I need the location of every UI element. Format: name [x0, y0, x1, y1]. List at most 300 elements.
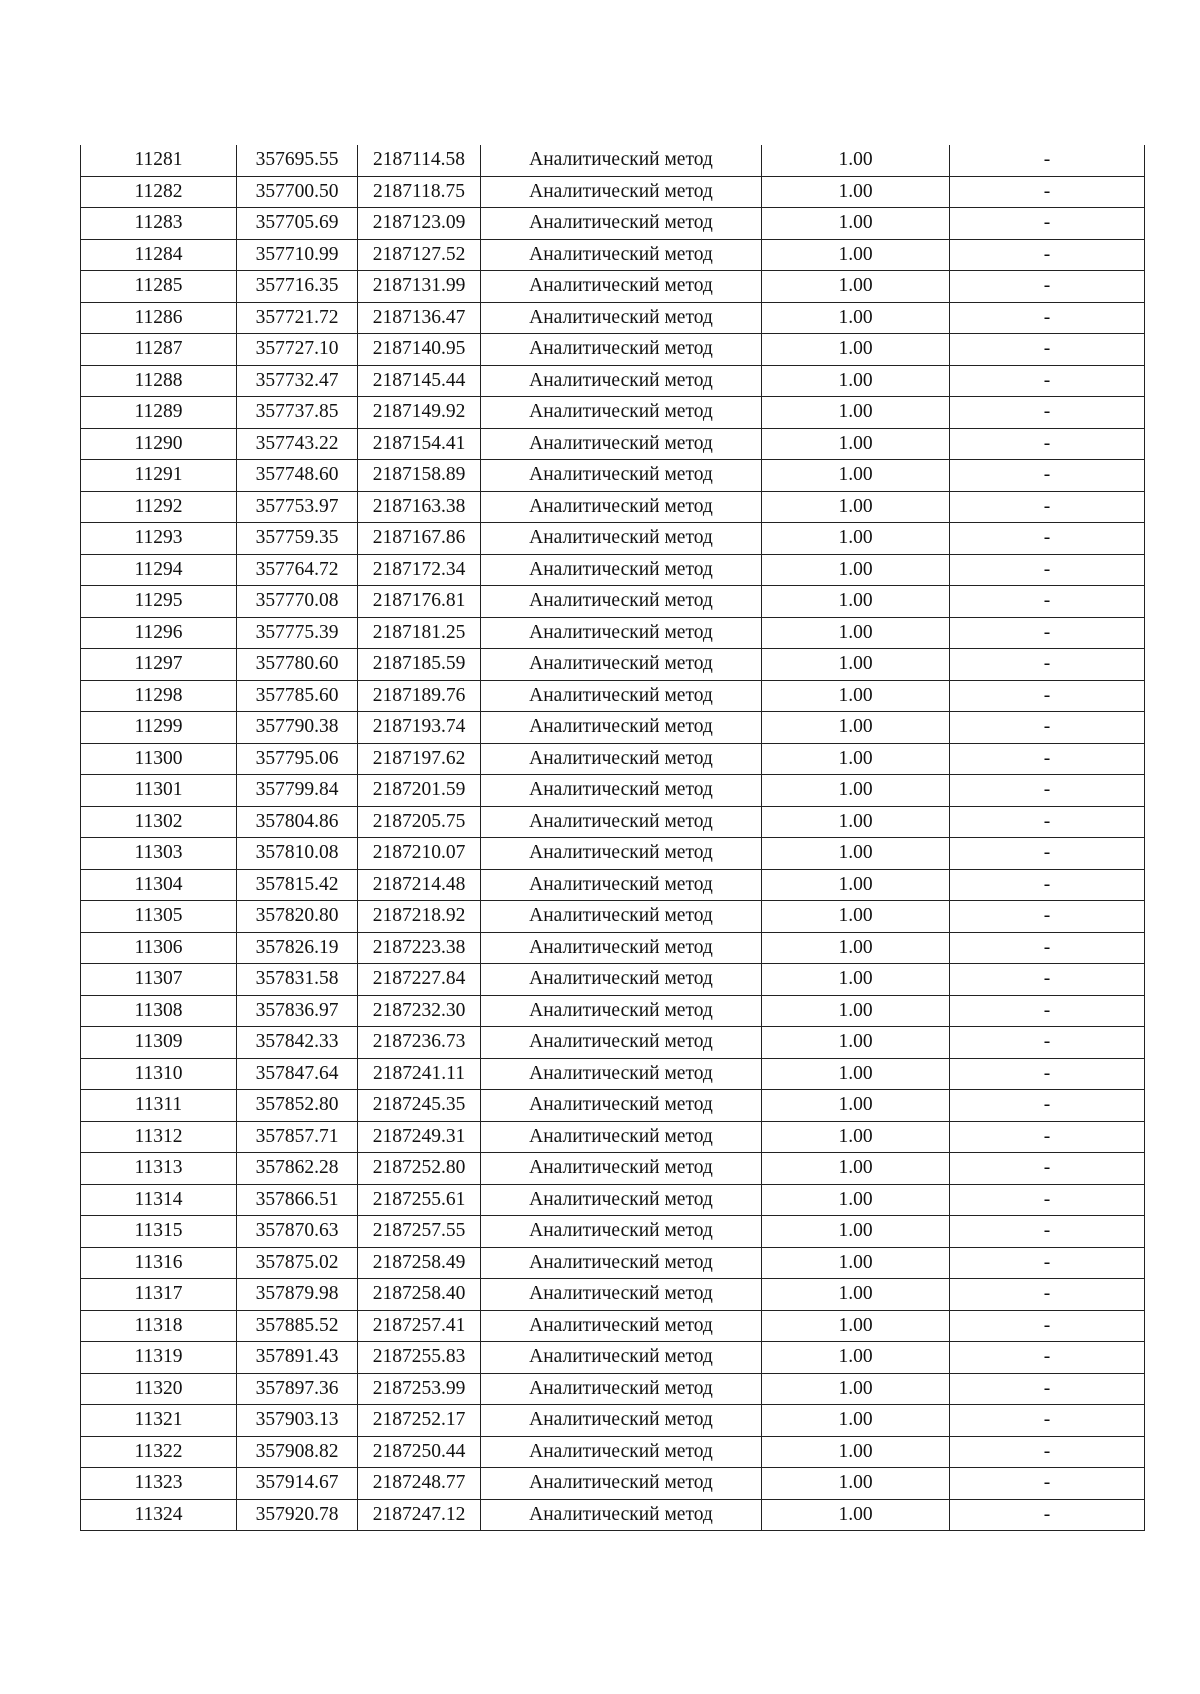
x-coordinate-cell: 357857.71: [237, 1121, 358, 1153]
y-coordinate-cell: 2187201.59: [358, 775, 481, 807]
method-cell: Аналитический метод: [481, 1436, 762, 1468]
method-cell: Аналитический метод: [481, 1310, 762, 1342]
note-cell: -: [950, 460, 1145, 492]
method-cell: Аналитический метод: [481, 1499, 762, 1531]
x-coordinate-cell: 357836.97: [237, 995, 358, 1027]
point-number-cell: 11292: [81, 491, 237, 523]
table-row: [81, 1342, 1145, 1374]
accuracy-cell: 1.00: [762, 523, 950, 555]
y-coordinate-cell: 2187205.75: [358, 806, 481, 838]
method-cell: Аналитический метод: [481, 712, 762, 744]
method-cell: Аналитический метод: [481, 1058, 762, 1090]
method-cell: Аналитический метод: [481, 1247, 762, 1279]
y-coordinate-cell: 2187258.49: [358, 1247, 481, 1279]
point-number-cell: 11320: [81, 1373, 237, 1405]
note-cell: -: [950, 1279, 1145, 1311]
note-cell: -: [950, 239, 1145, 271]
y-coordinate-cell: 2187210.07: [358, 838, 481, 870]
method-cell: Аналитический метод: [481, 491, 762, 523]
note-cell: -: [950, 554, 1145, 586]
y-coordinate-cell: 2187248.77: [358, 1468, 481, 1500]
x-coordinate-cell: 357920.78: [237, 1499, 358, 1531]
accuracy-cell: 1.00: [762, 1373, 950, 1405]
point-number-cell: 11302: [81, 806, 237, 838]
method-cell: Аналитический метод: [481, 932, 762, 964]
accuracy-cell: 1.00: [762, 1090, 950, 1122]
note-cell: -: [950, 1468, 1145, 1500]
y-coordinate-cell: 2187258.40: [358, 1279, 481, 1311]
accuracy-cell: 1.00: [762, 932, 950, 964]
accuracy-cell: 1.00: [762, 271, 950, 303]
method-cell: Аналитический метод: [481, 586, 762, 618]
table-row: [81, 712, 1145, 744]
x-coordinate-cell: 357897.36: [237, 1373, 358, 1405]
x-coordinate-cell: 357862.28: [237, 1153, 358, 1185]
method-cell: Аналитический метод: [481, 239, 762, 271]
table-row: [81, 145, 1145, 176]
y-coordinate-cell: 2187197.62: [358, 743, 481, 775]
accuracy-cell: 1.00: [762, 1310, 950, 1342]
method-cell: Аналитический метод: [481, 428, 762, 460]
accuracy-cell: 1.00: [762, 1121, 950, 1153]
accuracy-cell: 1.00: [762, 1342, 950, 1374]
table-row: [81, 1279, 1145, 1311]
table-row: [81, 1216, 1145, 1248]
point-number-cell: 11283: [81, 208, 237, 240]
x-coordinate-cell: 357753.97: [237, 491, 358, 523]
method-cell: Аналитический метод: [481, 302, 762, 334]
y-coordinate-cell: 2187227.84: [358, 964, 481, 996]
method-cell: Аналитический метод: [481, 869, 762, 901]
point-number-cell: 11282: [81, 176, 237, 208]
y-coordinate-cell: 2187140.95: [358, 334, 481, 366]
point-number-cell: 11301: [81, 775, 237, 807]
note-cell: -: [950, 1373, 1145, 1405]
point-number-cell: 11308: [81, 995, 237, 1027]
accuracy-cell: 1.00: [762, 869, 950, 901]
method-cell: Аналитический метод: [481, 617, 762, 649]
table-row: [81, 1499, 1145, 1531]
method-cell: Аналитический метод: [481, 806, 762, 838]
accuracy-cell: 1.00: [762, 1436, 950, 1468]
table-row: [81, 806, 1145, 838]
accuracy-cell: 1.00: [762, 1405, 950, 1437]
method-cell: Аналитический метод: [481, 1468, 762, 1500]
accuracy-cell: 1.00: [762, 712, 950, 744]
accuracy-cell: 1.00: [762, 334, 950, 366]
method-cell: Аналитический метод: [481, 1184, 762, 1216]
x-coordinate-cell: 357831.58: [237, 964, 358, 996]
accuracy-cell: 1.00: [762, 1153, 950, 1185]
x-coordinate-cell: 357710.99: [237, 239, 358, 271]
note-cell: -: [950, 1247, 1145, 1279]
accuracy-cell: 1.00: [762, 397, 950, 429]
table-row: [81, 523, 1145, 555]
y-coordinate-cell: 2187249.31: [358, 1121, 481, 1153]
method-cell: Аналитический метод: [481, 334, 762, 366]
y-coordinate-cell: 2187123.09: [358, 208, 481, 240]
x-coordinate-cell: 357743.22: [237, 428, 358, 460]
x-coordinate-cell: 357727.10: [237, 334, 358, 366]
note-cell: -: [950, 1405, 1145, 1437]
accuracy-cell: 1.00: [762, 176, 950, 208]
x-coordinate-cell: 357903.13: [237, 1405, 358, 1437]
point-number-cell: 11298: [81, 680, 237, 712]
point-number-cell: 11317: [81, 1279, 237, 1311]
x-coordinate-cell: 357866.51: [237, 1184, 358, 1216]
x-coordinate-cell: 357842.33: [237, 1027, 358, 1059]
note-cell: -: [950, 208, 1145, 240]
method-cell: Аналитический метод: [481, 649, 762, 681]
x-coordinate-cell: 357799.84: [237, 775, 358, 807]
note-cell: -: [950, 901, 1145, 933]
note-cell: -: [950, 145, 1145, 176]
table-row: [81, 869, 1145, 901]
note-cell: -: [950, 743, 1145, 775]
point-number-cell: 11312: [81, 1121, 237, 1153]
table-row: [81, 964, 1145, 996]
method-cell: Аналитический метод: [481, 145, 762, 176]
note-cell: -: [950, 365, 1145, 397]
y-coordinate-cell: 2187127.52: [358, 239, 481, 271]
x-coordinate-cell: 357885.52: [237, 1310, 358, 1342]
note-cell: -: [950, 1342, 1145, 1374]
y-coordinate-cell: 2187218.92: [358, 901, 481, 933]
y-coordinate-cell: 2187167.86: [358, 523, 481, 555]
point-number-cell: 11316: [81, 1247, 237, 1279]
note-cell: -: [950, 1058, 1145, 1090]
x-coordinate-cell: 357785.60: [237, 680, 358, 712]
table-row: [81, 1153, 1145, 1185]
point-number-cell: 11306: [81, 932, 237, 964]
note-cell: -: [950, 334, 1145, 366]
note-cell: -: [950, 428, 1145, 460]
accuracy-cell: 1.00: [762, 680, 950, 712]
y-coordinate-cell: 2187241.11: [358, 1058, 481, 1090]
x-coordinate-cell: 357764.72: [237, 554, 358, 586]
y-coordinate-cell: 2187253.99: [358, 1373, 481, 1405]
method-cell: Аналитический метод: [481, 838, 762, 870]
accuracy-cell: 1.00: [762, 1184, 950, 1216]
y-coordinate-cell: 2187131.99: [358, 271, 481, 303]
table-row: [81, 208, 1145, 240]
point-number-cell: 11321: [81, 1405, 237, 1437]
point-number-cell: 11319: [81, 1342, 237, 1374]
x-coordinate-cell: 357908.82: [237, 1436, 358, 1468]
point-number-cell: 11303: [81, 838, 237, 870]
note-cell: -: [950, 775, 1145, 807]
table-row: [81, 460, 1145, 492]
method-cell: Аналитический метод: [481, 1153, 762, 1185]
point-number-cell: 11284: [81, 239, 237, 271]
y-coordinate-cell: 2187158.89: [358, 460, 481, 492]
point-number-cell: 11318: [81, 1310, 237, 1342]
y-coordinate-cell: 2187252.80: [358, 1153, 481, 1185]
note-cell: -: [950, 932, 1145, 964]
table-row: [81, 302, 1145, 334]
y-coordinate-cell: 2187255.61: [358, 1184, 481, 1216]
y-coordinate-cell: 2187250.44: [358, 1436, 481, 1468]
method-cell: Аналитический метод: [481, 1405, 762, 1437]
y-coordinate-cell: 2187118.75: [358, 176, 481, 208]
x-coordinate-cell: 357790.38: [237, 712, 358, 744]
method-cell: Аналитический метод: [481, 208, 762, 240]
note-cell: -: [950, 964, 1145, 996]
note-cell: -: [950, 397, 1145, 429]
y-coordinate-cell: 2187154.41: [358, 428, 481, 460]
point-number-cell: 11315: [81, 1216, 237, 1248]
x-coordinate-cell: 357810.08: [237, 838, 358, 870]
table-row: [81, 1121, 1145, 1153]
x-coordinate-cell: 357705.69: [237, 208, 358, 240]
point-number-cell: 11295: [81, 586, 237, 618]
point-number-cell: 11307: [81, 964, 237, 996]
table-row: [81, 1184, 1145, 1216]
point-number-cell: 11293: [81, 523, 237, 555]
table-row: [81, 491, 1145, 523]
x-coordinate-cell: 357870.63: [237, 1216, 358, 1248]
point-number-cell: 11299: [81, 712, 237, 744]
y-coordinate-cell: 2187247.12: [358, 1499, 481, 1531]
x-coordinate-cell: 357700.50: [237, 176, 358, 208]
method-cell: Аналитический метод: [481, 397, 762, 429]
accuracy-cell: 1.00: [762, 964, 950, 996]
table-row: [81, 649, 1145, 681]
accuracy-cell: 1.00: [762, 775, 950, 807]
accuracy-cell: 1.00: [762, 1216, 950, 1248]
point-number-cell: 11285: [81, 271, 237, 303]
x-coordinate-cell: 357748.60: [237, 460, 358, 492]
method-cell: Аналитический метод: [481, 1216, 762, 1248]
note-cell: -: [950, 1499, 1145, 1531]
table-row: [81, 901, 1145, 933]
table-row: [81, 176, 1145, 208]
method-cell: Аналитический метод: [481, 680, 762, 712]
point-number-cell: 11322: [81, 1436, 237, 1468]
x-coordinate-cell: 357820.80: [237, 901, 358, 933]
note-cell: -: [950, 869, 1145, 901]
accuracy-cell: 1.00: [762, 239, 950, 271]
method-cell: Аналитический метод: [481, 1090, 762, 1122]
accuracy-cell: 1.00: [762, 649, 950, 681]
point-number-cell: 11290: [81, 428, 237, 460]
table-row: [81, 743, 1145, 775]
x-coordinate-cell: 357721.72: [237, 302, 358, 334]
point-number-cell: 11304: [81, 869, 237, 901]
x-coordinate-cell: 357826.19: [237, 932, 358, 964]
accuracy-cell: 1.00: [762, 586, 950, 618]
note-cell: -: [950, 712, 1145, 744]
point-number-cell: 11291: [81, 460, 237, 492]
x-coordinate-cell: 357795.06: [237, 743, 358, 775]
accuracy-cell: 1.00: [762, 302, 950, 334]
coordinates-table-body: [81, 145, 1145, 1531]
y-coordinate-cell: 2187255.83: [358, 1342, 481, 1374]
point-number-cell: 11288: [81, 365, 237, 397]
x-coordinate-cell: 357759.35: [237, 523, 358, 555]
point-number-cell: 11287: [81, 334, 237, 366]
accuracy-cell: 1.00: [762, 1499, 950, 1531]
y-coordinate-cell: 2187145.44: [358, 365, 481, 397]
x-coordinate-cell: 357716.35: [237, 271, 358, 303]
table-row: [81, 271, 1145, 303]
y-coordinate-cell: 2187193.74: [358, 712, 481, 744]
note-cell: -: [950, 1436, 1145, 1468]
accuracy-cell: 1.00: [762, 901, 950, 933]
note-cell: -: [950, 1184, 1145, 1216]
table-row: [81, 775, 1145, 807]
table-row: [81, 554, 1145, 586]
method-cell: Аналитический метод: [481, 554, 762, 586]
point-number-cell: 11323: [81, 1468, 237, 1500]
accuracy-cell: 1.00: [762, 995, 950, 1027]
y-coordinate-cell: 2187189.76: [358, 680, 481, 712]
note-cell: -: [950, 995, 1145, 1027]
y-coordinate-cell: 2187257.55: [358, 1216, 481, 1248]
y-coordinate-cell: 2187181.25: [358, 617, 481, 649]
method-cell: Аналитический метод: [481, 1342, 762, 1374]
x-coordinate-cell: 357815.42: [237, 869, 358, 901]
table-row: [81, 397, 1145, 429]
method-cell: Аналитический метод: [481, 901, 762, 933]
point-number-cell: 11314: [81, 1184, 237, 1216]
y-coordinate-cell: 2187185.59: [358, 649, 481, 681]
point-number-cell: 11309: [81, 1027, 237, 1059]
point-number-cell: 11296: [81, 617, 237, 649]
method-cell: Аналитический метод: [481, 1027, 762, 1059]
x-coordinate-cell: 357914.67: [237, 1468, 358, 1500]
point-number-cell: 11310: [81, 1058, 237, 1090]
y-coordinate-cell: 2187252.17: [358, 1405, 481, 1437]
table-row: [81, 1090, 1145, 1122]
x-coordinate-cell: 357780.60: [237, 649, 358, 681]
table-row: [81, 1468, 1145, 1500]
accuracy-cell: 1.00: [762, 838, 950, 870]
accuracy-cell: 1.00: [762, 617, 950, 649]
point-number-cell: 11289: [81, 397, 237, 429]
method-cell: Аналитический метод: [481, 1279, 762, 1311]
x-coordinate-cell: 357775.39: [237, 617, 358, 649]
x-coordinate-cell: 357879.98: [237, 1279, 358, 1311]
point-number-cell: 11300: [81, 743, 237, 775]
note-cell: -: [950, 838, 1145, 870]
point-number-cell: 11281: [81, 145, 237, 176]
accuracy-cell: 1.00: [762, 1279, 950, 1311]
table-row: [81, 838, 1145, 870]
accuracy-cell: 1.00: [762, 491, 950, 523]
point-number-cell: 11311: [81, 1090, 237, 1122]
y-coordinate-cell: 2187176.81: [358, 586, 481, 618]
accuracy-cell: 1.00: [762, 1058, 950, 1090]
note-cell: -: [950, 680, 1145, 712]
table-row: [81, 428, 1145, 460]
y-coordinate-cell: 2187163.38: [358, 491, 481, 523]
y-coordinate-cell: 2187149.92: [358, 397, 481, 429]
table-row: [81, 365, 1145, 397]
table-row: [81, 1405, 1145, 1437]
note-cell: -: [950, 1121, 1145, 1153]
method-cell: Аналитический метод: [481, 995, 762, 1027]
accuracy-cell: 1.00: [762, 743, 950, 775]
y-coordinate-cell: 2187232.30: [358, 995, 481, 1027]
x-coordinate-cell: 357875.02: [237, 1247, 358, 1279]
note-cell: -: [950, 1216, 1145, 1248]
y-coordinate-cell: 2187223.38: [358, 932, 481, 964]
note-cell: -: [950, 586, 1145, 618]
accuracy-cell: 1.00: [762, 1468, 950, 1500]
method-cell: Аналитический метод: [481, 365, 762, 397]
method-cell: Аналитический метод: [481, 1121, 762, 1153]
point-number-cell: 11305: [81, 901, 237, 933]
table-row: [81, 680, 1145, 712]
x-coordinate-cell: 357891.43: [237, 1342, 358, 1374]
table-row: [81, 617, 1145, 649]
accuracy-cell: 1.00: [762, 208, 950, 240]
y-coordinate-cell: 2187236.73: [358, 1027, 481, 1059]
x-coordinate-cell: 357852.80: [237, 1090, 358, 1122]
y-coordinate-cell: 2187172.34: [358, 554, 481, 586]
table-row: [81, 932, 1145, 964]
accuracy-cell: 1.00: [762, 460, 950, 492]
accuracy-cell: 1.00: [762, 1247, 950, 1279]
point-number-cell: 11286: [81, 302, 237, 334]
point-number-cell: 11324: [81, 1499, 237, 1531]
table-row: [81, 586, 1145, 618]
method-cell: Аналитический метод: [481, 964, 762, 996]
y-coordinate-cell: 2187114.58: [358, 145, 481, 176]
note-cell: -: [950, 1090, 1145, 1122]
note-cell: -: [950, 1310, 1145, 1342]
accuracy-cell: 1.00: [762, 554, 950, 586]
method-cell: Аналитический метод: [481, 176, 762, 208]
note-cell: -: [950, 806, 1145, 838]
method-cell: Аналитический метод: [481, 743, 762, 775]
table-row: [81, 995, 1145, 1027]
note-cell: -: [950, 1153, 1145, 1185]
method-cell: Аналитический метод: [481, 775, 762, 807]
x-coordinate-cell: 357737.85: [237, 397, 358, 429]
x-coordinate-cell: 357695.55: [237, 145, 358, 176]
note-cell: -: [950, 617, 1145, 649]
method-cell: Аналитический метод: [481, 271, 762, 303]
note-cell: -: [950, 302, 1145, 334]
accuracy-cell: 1.00: [762, 806, 950, 838]
x-coordinate-cell: 357732.47: [237, 365, 358, 397]
y-coordinate-cell: 2187245.35: [358, 1090, 481, 1122]
coordinates-table: [80, 145, 1145, 1531]
y-coordinate-cell: 2187136.47: [358, 302, 481, 334]
x-coordinate-cell: 357847.64: [237, 1058, 358, 1090]
note-cell: -: [950, 271, 1145, 303]
table-row: [81, 1310, 1145, 1342]
table-row: [81, 1027, 1145, 1059]
table-row: [81, 239, 1145, 271]
x-coordinate-cell: 357804.86: [237, 806, 358, 838]
point-number-cell: 11297: [81, 649, 237, 681]
accuracy-cell: 1.00: [762, 145, 950, 176]
table-row: [81, 1373, 1145, 1405]
point-number-cell: 11313: [81, 1153, 237, 1185]
table-row: [81, 1058, 1145, 1090]
accuracy-cell: 1.00: [762, 1027, 950, 1059]
accuracy-cell: 1.00: [762, 365, 950, 397]
table-row: [81, 1436, 1145, 1468]
table-row: [81, 1247, 1145, 1279]
point-number-cell: 11294: [81, 554, 237, 586]
note-cell: -: [950, 523, 1145, 555]
method-cell: Аналитический метод: [481, 1373, 762, 1405]
y-coordinate-cell: 2187257.41: [358, 1310, 481, 1342]
